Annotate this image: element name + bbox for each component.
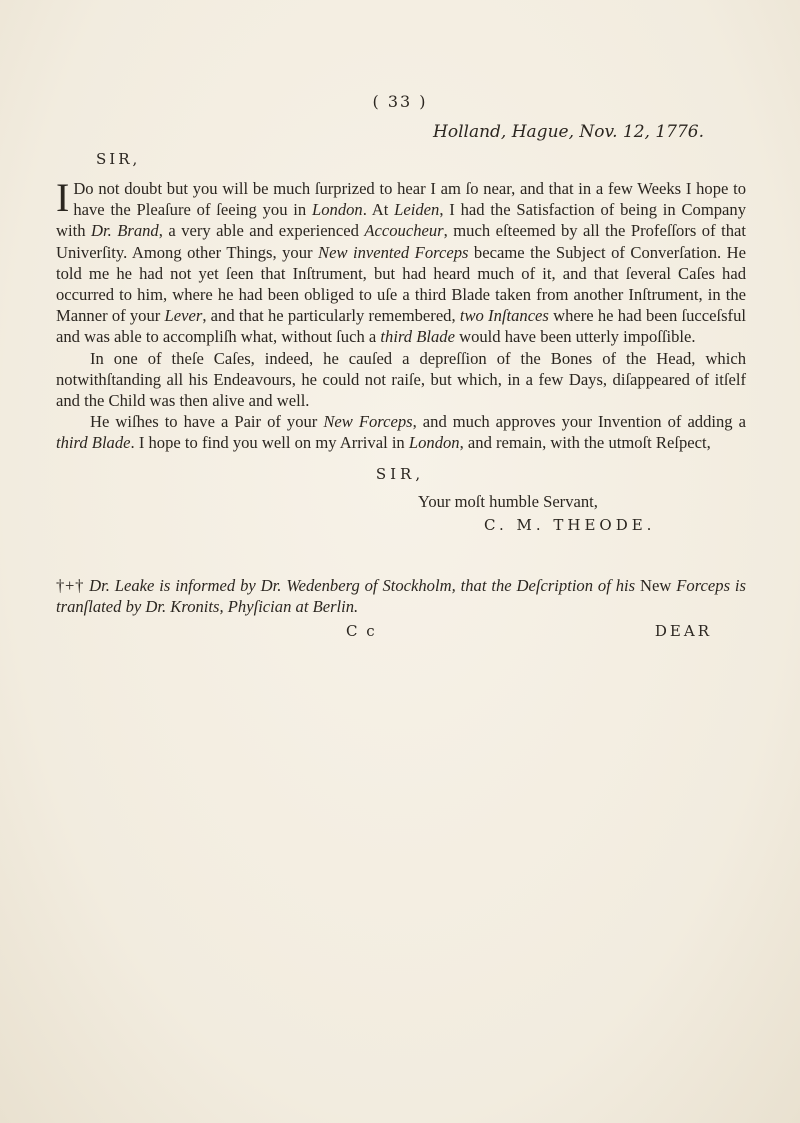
closing-salutation: SIR, xyxy=(375,465,425,483)
dateline: Holland, Hague, Nov. 12, 1776. xyxy=(433,122,704,142)
text-run: New invented Forceps xyxy=(318,242,469,262)
footnote-run: New xyxy=(640,576,672,595)
text-run: where he had been ſucceſsful and was able to accompliſh what, without ſuch a xyxy=(56,306,746,347)
footnote-run: Forceps is tranſlated by Dr. Kronits, Phyſician at Berlin. xyxy=(56,576,746,616)
text-run: , much eſteemed by all the Profeſſors of that Univerſity. Among other Things, your xyxy=(56,221,746,262)
text-run: London xyxy=(312,200,363,220)
text-run: . I hope to find you well on my Arrival in xyxy=(130,433,409,453)
letter-paragraph xyxy=(56,411,746,453)
footnote-run: Dr. Leake is informed by Dr. Wedenberg of Stockholm, that the Deſcription of his xyxy=(84,576,641,595)
letter-paragraph xyxy=(56,348,746,412)
letter-body xyxy=(56,175,747,454)
salutation: SIR, xyxy=(96,150,141,168)
text-run: New Forceps xyxy=(323,412,413,432)
footnote xyxy=(56,575,746,617)
text-run: In one of theſe Caſes, indeed, he cauſed a depreſſion of the Bones of the Head, which notwithſtanding all his Endeavours, he could not raiſe, but which, in a few Days, diſappeared of itſelf and the Child was then alive and well. xyxy=(56,348,746,411)
signature: C. M. THEODE. xyxy=(484,516,656,534)
footnote-text xyxy=(56,576,746,616)
text-run: , and much approves your Invention of adding a xyxy=(412,412,746,432)
page-number: ( 33 ) xyxy=(372,92,428,111)
text-run: Do not doubt but you will be much ſurprized to hear I am ſo near, and that in a few Weeks I hope to have the Pleaſure of ſeeing you in xyxy=(73,179,746,220)
text-run: third Blade xyxy=(56,433,131,453)
text-run: became the Subject of Converſation. He told me he had not yet ſeen that Inſtrument, but had heard much of it, and that ſeveral Caſes had occurred to him, where he had been obliged to uſe a third Blade taken from another Inſtrument, in the Manner of your xyxy=(56,242,747,326)
text-run: . At xyxy=(362,200,395,220)
text-run: , and that he particularly remembered, xyxy=(202,306,460,326)
drop-cap: I xyxy=(56,175,70,220)
text-run: , and remain, with the utmoſt Reſpect, xyxy=(459,433,711,453)
printer-signature-mark: C c xyxy=(346,622,377,640)
footnote-marker: †+† xyxy=(56,576,85,595)
closing-phrase: Your moſt humble Servant, xyxy=(418,492,598,511)
text-run: Lever xyxy=(164,306,203,326)
text-run: Leiden xyxy=(394,200,440,220)
text-run: would have been utterly impoſſible. xyxy=(454,327,696,347)
text-run: Dr. Brand xyxy=(91,221,159,241)
text-run: , a very able and experienced xyxy=(158,221,365,241)
text-run: two Inſtances xyxy=(459,306,549,326)
text-run: third Blade xyxy=(380,327,455,347)
text-run: Accoucheur xyxy=(364,221,444,241)
text-run: London xyxy=(408,433,460,453)
letter-paragraph xyxy=(56,175,747,348)
catchword: DEAR xyxy=(654,622,712,640)
text-run: , I had the Satisfaction of being in Company with xyxy=(56,200,747,241)
text-run: He wiſhes to have a Pair of your xyxy=(90,412,324,432)
